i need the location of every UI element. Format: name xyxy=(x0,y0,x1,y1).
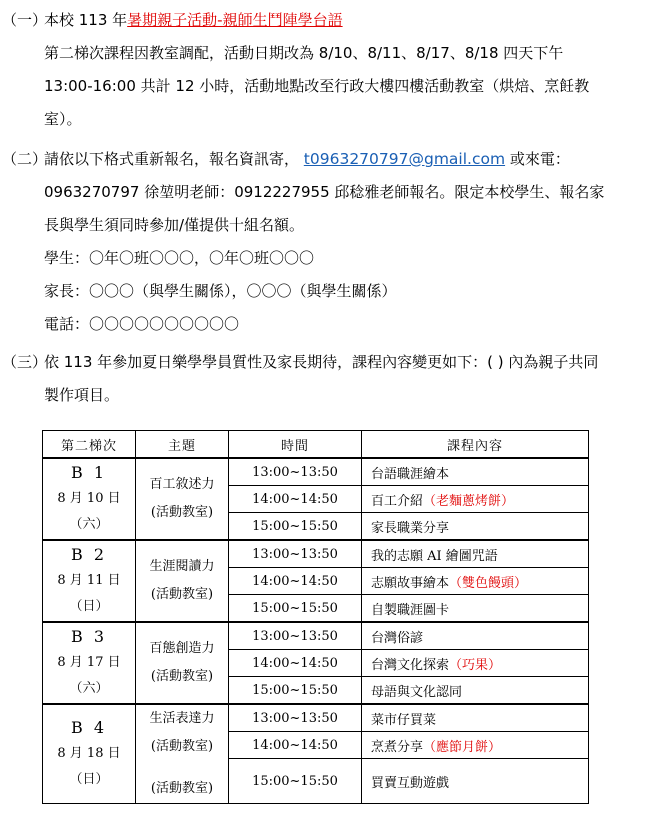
email-link[interactable]: t0963270797@gmail.com xyxy=(303,150,506,168)
session-cell xyxy=(43,704,136,804)
time-cell: 13:00~13:50 xyxy=(229,622,362,650)
text-line: 製作項目。 xyxy=(44,386,120,404)
content-cell xyxy=(362,732,589,759)
table-row xyxy=(43,458,589,486)
session-day: （日） xyxy=(69,599,109,614)
course-title: 母語與文化認同 xyxy=(371,684,463,700)
session-day: （日） xyxy=(69,772,109,787)
topic-room: (活動教室) xyxy=(150,505,214,520)
time-cell: 13:00~13:50 xyxy=(229,458,362,486)
time-cell: 15:00~15:50 xyxy=(229,595,362,623)
time-cell: 14:00~14:50 xyxy=(229,732,362,759)
time-cell: 14:00~14:50 xyxy=(229,568,362,595)
registration-intro: 請依以下格式重新報名，報名資訊寄， xyxy=(44,150,300,168)
table-header-row xyxy=(43,431,589,459)
section-number: （一） xyxy=(2,11,48,29)
section-number: （二） xyxy=(2,150,48,168)
section-body xyxy=(44,346,636,412)
schedule-table xyxy=(42,430,589,804)
session-code: B 2 xyxy=(70,545,108,564)
course-title: 百工介紹 xyxy=(371,493,424,509)
time-cell: 14:00~14:50 xyxy=(229,486,362,513)
topic-room: (活動教室) xyxy=(150,587,214,602)
text-line: 0963270797 徐堃明老師：0912227955 邱稔雅老師報名。限定本校學生、報名家 xyxy=(44,183,605,201)
session-cell xyxy=(43,540,136,622)
time-cell: 13:00~13:50 xyxy=(229,704,362,732)
topic-cell xyxy=(136,622,229,704)
header-time: 時間 xyxy=(229,431,362,459)
time-cell: 15:00~15:50 xyxy=(229,513,362,541)
table-row xyxy=(43,704,589,732)
course-title: 烹煮分享 xyxy=(371,739,424,755)
table-row xyxy=(43,622,589,650)
session-code: B 1 xyxy=(70,463,108,482)
topic-name: 百態創造力 xyxy=(149,641,215,656)
content-cell xyxy=(362,458,589,486)
course-title: 志願故事繪本 xyxy=(371,575,450,591)
family-project: （應節月餅） xyxy=(423,739,502,755)
course-title: 買賣互動遊戲 xyxy=(371,775,450,791)
course-title: 我的志願 AI 繪圖咒語 xyxy=(371,548,498,564)
header-session: 第二梯次 xyxy=(43,431,136,459)
content-cell xyxy=(362,704,589,732)
header-topic: 主題 xyxy=(136,431,229,459)
content-cell xyxy=(362,759,589,804)
time-cell: 14:00~14:50 xyxy=(229,650,362,677)
course-title: 台灣文化探索 xyxy=(371,657,450,673)
session-day: （六） xyxy=(69,517,109,532)
session-date: 8 月 17 日 xyxy=(57,655,121,670)
content-cell xyxy=(362,540,589,568)
header-content: 課程內容 xyxy=(362,431,589,459)
content-cell xyxy=(362,622,589,650)
family-project: （老麵蔥烤餅） xyxy=(423,493,515,509)
time-cell: 15:00~15:50 xyxy=(229,677,362,705)
course-title: 台語職涯繪本 xyxy=(371,466,450,482)
course-title: 台灣俗諺 xyxy=(371,630,424,646)
call-text: 或來電： xyxy=(509,150,570,168)
text-line: 第二梯次課程因教室調配，活動日期改為 8/10、8/11、8/17、8/18 四天下午 xyxy=(44,44,564,62)
session-date: 8 月 11 日 xyxy=(57,573,121,588)
section-body xyxy=(44,143,636,341)
topic-name: 生活表達力 xyxy=(149,711,215,726)
topic-room: (活動教室) xyxy=(150,669,214,684)
content-cell xyxy=(362,486,589,513)
time-cell: 15:00~15:50 xyxy=(229,759,362,804)
content-cell xyxy=(362,677,589,705)
text-line: 依 113 年參加夏日樂學學員質性及家長期待，課程內容變更如下：( ) 內為親子共同 xyxy=(44,353,599,371)
title-lead: 本校 113 年 xyxy=(44,11,128,29)
course-title: 家長職業分享 xyxy=(371,520,450,536)
content-cell xyxy=(362,650,589,677)
section-number: （三） xyxy=(2,353,48,371)
content-cell xyxy=(362,595,589,623)
registration-line xyxy=(44,143,636,176)
topic-room: (活動教室) xyxy=(150,781,214,796)
student-format: 學生：〇年〇班〇〇〇，〇年〇班〇〇〇 xyxy=(44,249,315,267)
activity-title: 暑期親子活動-親師生鬥陣學台語 xyxy=(127,11,343,29)
text-line: 13:00-16:00 共計 12 小時，活動地點改至行政大樓四樓活動教室（烘焙、烹飪教 xyxy=(44,77,590,95)
phone-format: 電話：〇〇〇〇〇〇〇〇〇〇 xyxy=(44,315,240,333)
content-cell xyxy=(362,513,589,541)
topic-name: 生涯閱讀力 xyxy=(149,559,215,574)
session-cell xyxy=(43,458,136,540)
text-line: 長與學生須同時參加/僅提供十組名額。 xyxy=(44,216,305,234)
content-cell xyxy=(362,568,589,595)
course-title: 菜市仔買菜 xyxy=(371,712,437,728)
course-title: 自製職涯圖卡 xyxy=(371,602,450,618)
session-code: B 4 xyxy=(70,718,108,737)
text-line: 室）。 xyxy=(44,110,82,128)
topic-room: (活動教室) xyxy=(150,739,214,754)
time-cell: 13:00~13:50 xyxy=(229,540,362,568)
topic-name: 百工敘述力 xyxy=(149,477,215,492)
session-day: （六） xyxy=(69,681,109,696)
session-code: B 3 xyxy=(70,627,108,646)
family-project: （雙色饅頭） xyxy=(449,575,528,591)
parent-format: 家長：〇〇〇（與學生關係），〇〇〇（與學生關係） xyxy=(44,282,397,300)
topic-cell xyxy=(136,458,229,540)
section-title-line xyxy=(44,4,636,37)
family-project: （巧果） xyxy=(449,657,502,673)
session-date: 8 月 18 日 xyxy=(57,746,121,761)
table-row xyxy=(43,540,589,568)
topic-cell xyxy=(136,540,229,622)
section-body xyxy=(44,4,636,136)
session-cell xyxy=(43,622,136,704)
session-date: 8 月 10 日 xyxy=(57,491,121,506)
topic-cell xyxy=(136,704,229,804)
